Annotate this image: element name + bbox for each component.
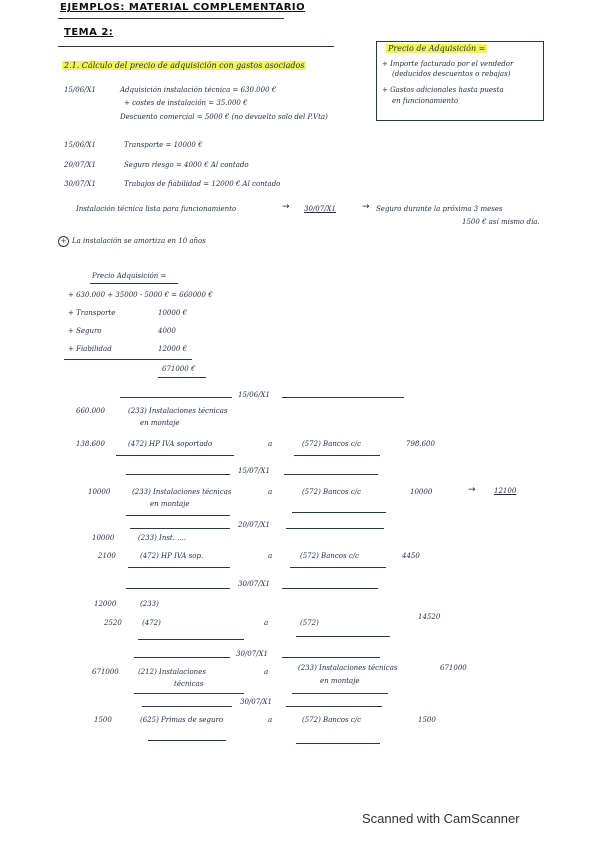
- journal-debit: (625) Primas de seguro: [140, 716, 224, 724]
- journal-debit-2: en montaje: [140, 419, 180, 427]
- journal-debit: (233) Instalaciones técnicas: [128, 407, 228, 415]
- journal-credit: (233) Instalaciones técnicas: [298, 664, 398, 672]
- precio-title: Precio Adquisición =: [92, 272, 167, 280]
- journal-separator: [142, 706, 232, 707]
- journal-separator: [286, 528, 384, 529]
- journal-amount: 660.000: [76, 407, 105, 415]
- item-text: Adquisición instalación técnica = 630.000 €: [120, 86, 277, 94]
- journal-amount: 2520: [104, 619, 122, 627]
- journal-underline: [292, 693, 388, 694]
- journal-amount: 10000: [88, 488, 111, 496]
- journal-debit-2: en montaje: [150, 500, 190, 508]
- box-line-4: en funcionamiento: [392, 97, 459, 105]
- journal-separator: [282, 657, 380, 658]
- journal-credit: (572) Bancos c/c: [302, 716, 362, 724]
- arrow-icon: →: [468, 485, 476, 495]
- precio-value: 10000 €: [158, 309, 187, 317]
- box-line-2: (deducidos descuentos o rebajas): [392, 70, 511, 78]
- journal-credit: (572): [300, 619, 319, 627]
- box-title: Precio de Adquisición =: [388, 44, 486, 53]
- tema-heading: TEMA 2:: [64, 27, 114, 38]
- journal-underline: [292, 512, 386, 513]
- journal-underline: [134, 693, 244, 694]
- item-text: Seguro riesgo = 4000 € Al contado: [124, 161, 249, 169]
- item-text: Descuento comercial = 5000 € (no devuelto solo del P.Vta): [120, 113, 328, 121]
- journal-date: 15/07/X1: [238, 467, 270, 475]
- precio-total: 671000 €: [162, 365, 196, 373]
- journal-amount: 2100: [98, 552, 116, 560]
- amortiza-text: La instalación se amortiza en 10 años: [72, 237, 206, 245]
- journal-amount: 12000: [94, 600, 117, 608]
- precio-title-underline: [90, 283, 178, 284]
- precio-line: + Seguro: [68, 327, 102, 335]
- journal-date: 15/06/X1: [238, 391, 270, 399]
- journal-debit-2: técnicas: [174, 680, 204, 688]
- journal-credit-amount: 4450: [402, 552, 420, 560]
- journal-separator: [134, 657, 230, 658]
- item-date: 20/07/X1: [64, 161, 96, 169]
- journal-underline: [294, 455, 380, 456]
- journal-a: a: [268, 716, 273, 724]
- definition-box: [376, 41, 544, 121]
- journal-underline: [126, 515, 230, 516]
- journal-a: a: [268, 552, 273, 560]
- journal-separator: [126, 474, 230, 475]
- journal-separator: [282, 397, 404, 398]
- journal-debit: (472): [142, 619, 161, 627]
- journal-separator: [130, 528, 230, 529]
- journal-credit-amount: 671000: [440, 664, 467, 672]
- journal-underline: [296, 743, 380, 744]
- box-line-1: + Importe facturado por el vendedor: [382, 60, 514, 68]
- journal-underline: [116, 455, 234, 456]
- journal-separator: [282, 588, 378, 589]
- funcionamiento-text: Instalación técnica lista para funcionamiento: [76, 205, 237, 213]
- journal-a: a: [268, 488, 273, 496]
- journal-underline: [290, 567, 386, 568]
- journal-date: 20/07/X1: [238, 521, 270, 529]
- journal-extra: 12100: [494, 487, 517, 495]
- precio-value: 12000 €: [158, 345, 187, 353]
- seguro-note: Seguro durante la próxima 3 meses: [376, 205, 503, 213]
- journal-underline: [296, 636, 390, 637]
- journal-credit-2: en montaje: [320, 677, 360, 685]
- journal-a: a: [268, 440, 273, 448]
- journal-amount: 138.600: [76, 440, 105, 448]
- item-text: Transporte = 10000 €: [124, 141, 203, 149]
- journal-debit: (233): [140, 600, 159, 608]
- journal-credit-amount: 1500: [418, 716, 436, 724]
- journal-debit: (472) HP IVA sop.: [140, 552, 204, 560]
- sum-line: [64, 359, 192, 360]
- tema-underline: [58, 46, 334, 47]
- journal-debit: (472) HP IVA soportado: [128, 440, 213, 448]
- journal-separator: [126, 588, 230, 589]
- journal-credit: (572) Bancos c/c: [302, 440, 362, 448]
- journal-date: 30/07/X1: [238, 580, 270, 588]
- journal-underline: [138, 639, 244, 640]
- journal-underline: [148, 740, 226, 741]
- section-heading: 2.1. Cálculo del precio de adquisición con gastos asociados: [64, 61, 305, 70]
- camscanner-watermark: Scanned with CamScanner: [362, 811, 520, 826]
- journal-amount: 10000: [92, 534, 115, 542]
- item-text: Trabajos de fiabilidad = 12000 € Al contado: [124, 180, 281, 188]
- journal-separator: [286, 706, 382, 707]
- total-underline: [158, 377, 206, 378]
- journal-amount: 1500: [94, 716, 112, 724]
- funcionamiento-date: 30/07/X1: [304, 205, 336, 213]
- seguro-note-2: 1500 € así mismo día.: [462, 218, 540, 226]
- journal-debit: (212) Instalaciones: [138, 668, 206, 676]
- item-date: 30/07/X1: [64, 180, 96, 188]
- journal-date: 30/07/X1: [236, 650, 268, 658]
- item-text: + costes de instalación = 35.000 €: [124, 99, 248, 107]
- journal-amount: 671000: [92, 668, 119, 676]
- precio-line: + 630.000 + 35000 - 5000 € = 660000 €: [68, 291, 213, 299]
- journal-credit-amount: 798.600: [406, 440, 435, 448]
- arrow-icon: →: [282, 202, 290, 212]
- journal-a: a: [264, 619, 269, 627]
- document-title: EJEMPLOS: MATERIAL COMPLEMENTARIO: [60, 2, 306, 13]
- item-date: 15/06/X1: [64, 141, 96, 149]
- journal-a: a: [264, 668, 269, 676]
- journal-credit-amount: 10000: [410, 488, 433, 496]
- arrow-icon: →: [362, 202, 370, 212]
- journal-credit: (572) Bancos c/c: [300, 552, 360, 560]
- journal-credit: (572) Bancos c/c: [302, 488, 362, 496]
- journal-debit: (233) Instalaciones técnicas: [132, 488, 232, 496]
- journal-credit-amount: 14520: [418, 613, 441, 621]
- title-underline: [58, 18, 284, 19]
- journal-debit: (233) Inst. ....: [138, 534, 187, 542]
- precio-value: 4000: [158, 327, 176, 335]
- journal-date: 30/07/X1: [240, 698, 272, 706]
- journal-separator: [120, 397, 232, 398]
- box-line-3: + Gastos adicionales hasta puesta: [382, 86, 504, 94]
- precio-line: + Fiabilidad: [68, 345, 112, 353]
- journal-underline: [128, 567, 230, 568]
- precio-line: + Transporte: [68, 309, 116, 317]
- journal-separator: [284, 474, 378, 475]
- item-date: 15/06/X1: [64, 86, 96, 94]
- plus-circle-icon: +: [58, 236, 69, 247]
